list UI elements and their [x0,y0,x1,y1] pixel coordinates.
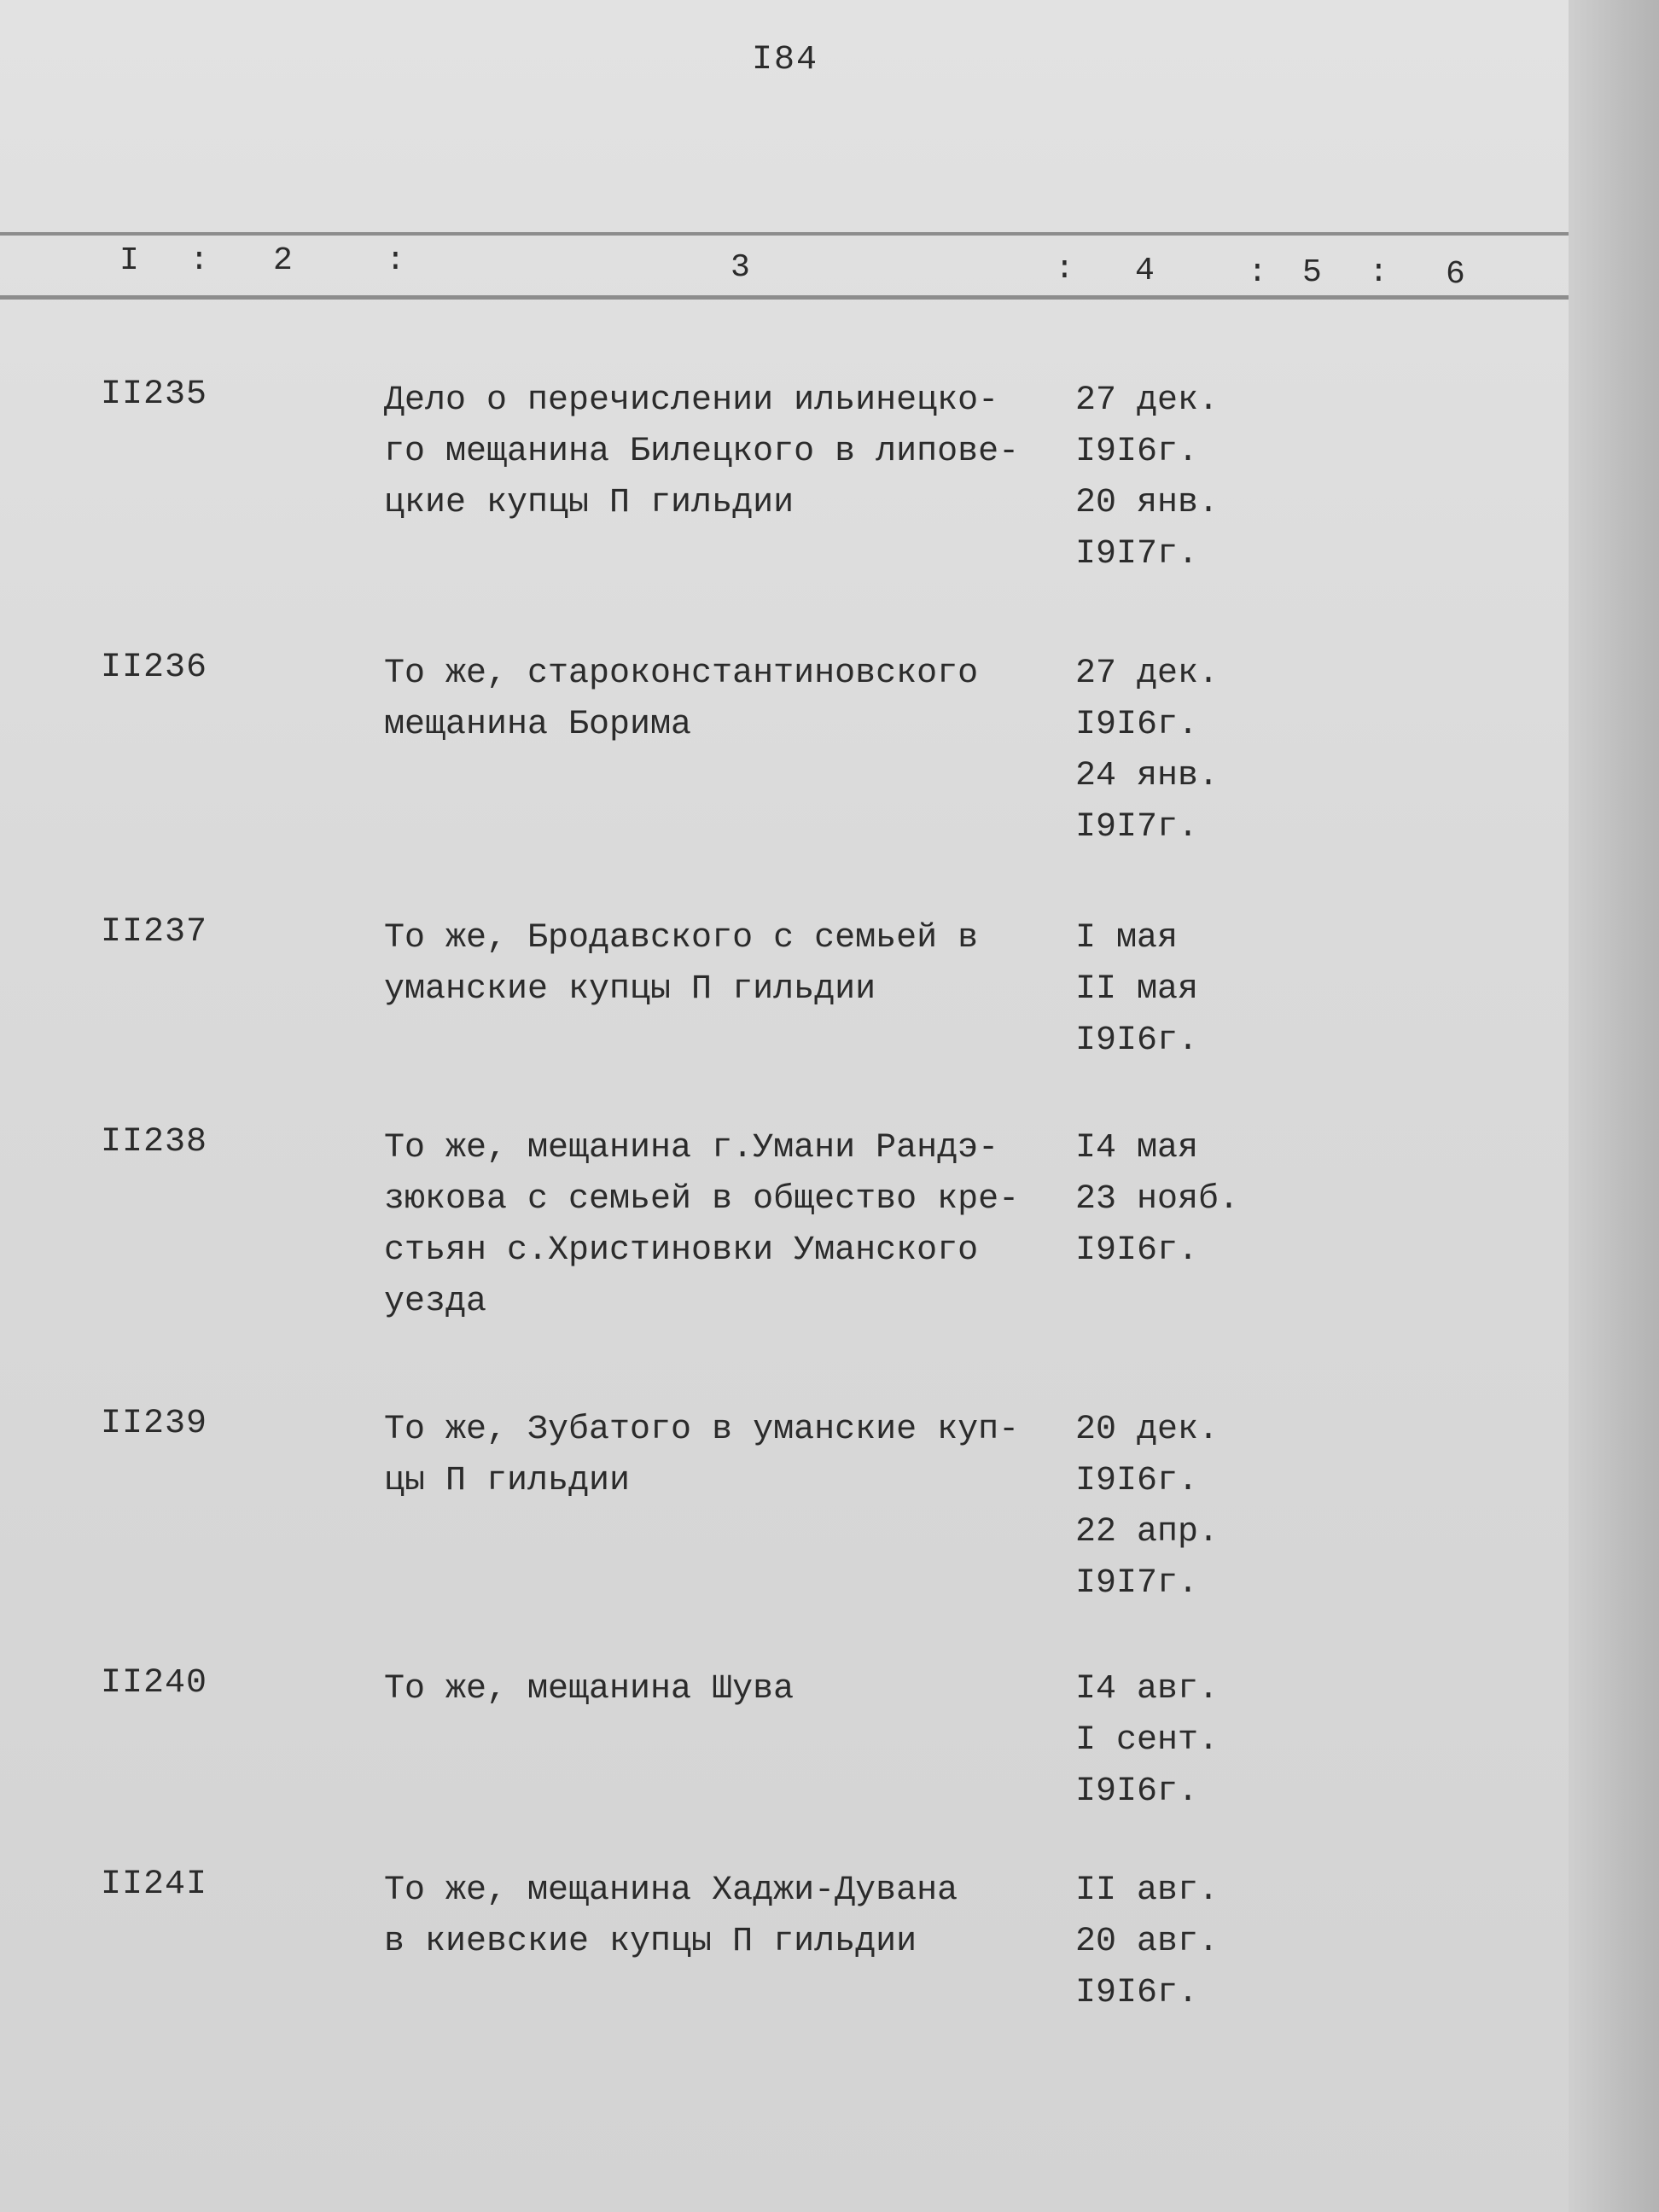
entry-dates: I4 авг. I сент. I9I6г. [1075,1670,1220,1811]
column-header-3: 3 [731,249,750,286]
page-edge [1569,0,1659,2212]
column-separator: : [1055,251,1074,288]
entry-description: То же, мещанина г.Умани Рандэ- зюкова с семьей в общество кре- стьян с.Христиновки Уманского уезда [384,1129,1020,1321]
entry-number: II236 [101,649,208,687]
entry-number: II237 [101,913,208,952]
page-number: I84 [751,41,818,79]
entry-number: II235 [101,375,208,414]
column-separator: : [1369,254,1388,291]
entry-dates: 27 дек. I9I6г. 24 янв. I9I7г. [1075,655,1220,847]
column-header-5: 5 [1302,254,1322,291]
entry-description: То же, мещанина Шува [384,1670,795,1708]
entry-description: То же, староконстантиновского мещанина Борима [384,655,979,744]
entry-description: То же, Зубатого в уманские куп- цы П гильдии [384,1411,1020,1500]
entry-description: Дело о перечислении ильинецко- го мещанина Билецкого в липове- цкие купцы П гильдии [384,381,1020,522]
column-separator: : [189,242,209,279]
column-header-4: 4 [1135,253,1155,289]
column-header-1: I [119,242,139,279]
entry-dates: I4 мая 23 нояб. I9I6г. [1075,1129,1240,1270]
entry-number: II238 [101,1123,208,1161]
column-separator: : [386,242,405,279]
column-header-2: 2 [273,242,293,279]
entry-description: То же, мещанина Хаджи-Дувана в киевские купцы П гильдии [384,1871,958,1961]
entry-number: II24I [101,1866,208,1904]
entry-dates: 20 дек. I9I6г. 22 апр. I9I7г. [1075,1411,1220,1603]
entry-description: То же, Бродавского с семьей в уманские купцы П гильдии [384,919,979,1009]
column-separator: : [1248,254,1267,291]
column-header-6: 6 [1446,256,1465,293]
entry-dates: II авг. 20 авг. I9I6г. [1075,1871,1220,2012]
entry-dates: 27 дек. I9I6г. 20 янв. I9I7г. [1075,381,1220,573]
entry-number: II239 [101,1405,208,1443]
entry-dates: I мая II мая I9I6г. [1075,919,1199,1060]
entry-number: II240 [101,1664,208,1703]
